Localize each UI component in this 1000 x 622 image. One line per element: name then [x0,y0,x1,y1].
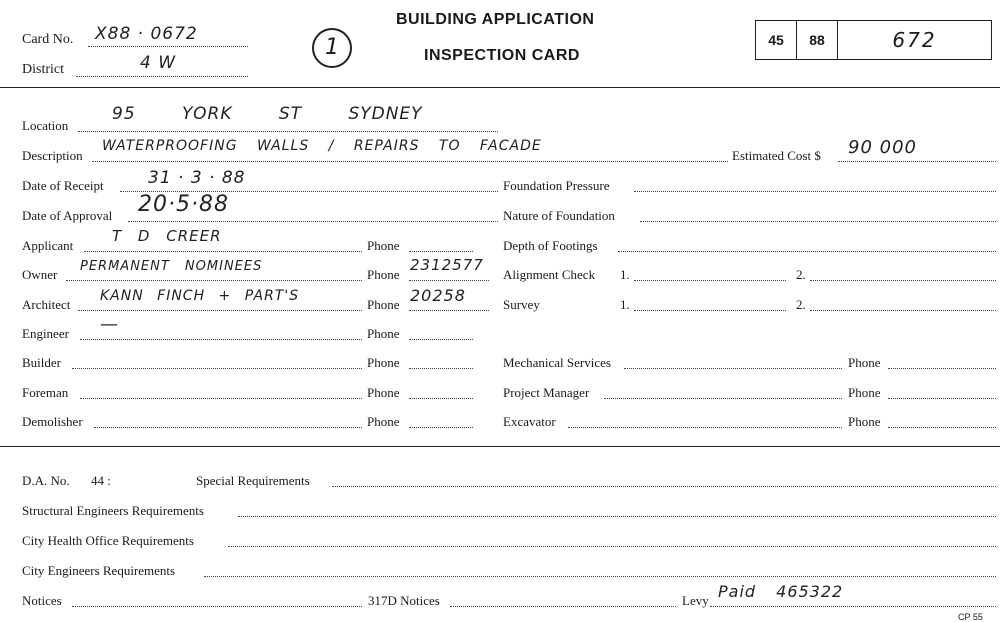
excavator-phone-label: Phone [848,414,881,429]
builder-label: Builder [22,355,61,370]
notices-line [72,606,362,607]
description-line [92,161,728,162]
mechanical-services-phone-line [888,368,996,369]
date-of-approval-line [128,221,498,222]
survey-two-line [810,310,996,311]
mechanical-services-phone-label: Phone [848,355,881,370]
foreman-label: Foreman [22,385,69,400]
ref-cell-2: 88 [797,21,838,59]
nature-of-foundation-label: Nature of Foundation [503,208,615,223]
special-requirements-line [332,486,996,487]
foreman-line [80,398,362,399]
foreman-phone-line [409,398,473,399]
form-title-line1: BUILDING APPLICATION [396,11,595,28]
mechanical-services-line [624,368,842,369]
engineer-phone-line [409,339,473,340]
levy-value: Paid 465322 [718,582,844,601]
demolisher-phone-line [409,427,473,428]
demolisher-label: Demolisher [22,414,83,429]
applicant-label: Applicant [22,238,74,253]
architect-phone-line [409,310,489,311]
estimated-cost-label: Estimated Cost $ [732,148,821,163]
depth-of-footings-line [618,251,996,252]
owner-phone-value: 2312577 [410,256,484,274]
middle-divider [0,446,1000,447]
location-value: 95 YORK ST SYDNEY [112,104,423,124]
survey-one-line [634,310,786,311]
alignment-check-two: 2. [796,267,806,282]
date-of-approval-label: Date of Approval [22,208,113,223]
ref-cell-1: 45 [756,21,797,59]
card-no-value: X88 · 0672 [95,24,198,44]
owner-label: Owner [22,267,58,282]
estimated-cost-line [838,161,996,162]
project-manager-phone-label: Phone [848,385,881,400]
alignment-check-one: 1. [620,267,630,282]
card-no-label: Card No. [22,32,74,47]
city-engineers-label: City Engineers Requirements [22,563,176,578]
city-engineers-line [204,576,996,577]
reference-box [755,20,992,60]
nature-of-foundation-line [640,221,996,222]
alignment-check-one-line [634,280,786,281]
district-line [76,76,248,77]
alignment-check-label: Alignment Check [503,267,596,282]
survey-one: 1. [620,297,630,312]
owner-phone-line [409,280,489,281]
description-value: WATERPROOFING WALLS / REPAIRS TO FACADE [102,138,542,154]
levy-line [710,606,996,607]
city-health-label: City Health Office Requirements [22,533,194,548]
structural-engineers-label: Structural Engineers Requirements [22,503,204,518]
owner-line [66,280,362,281]
estimated-cost-value: 90 000 [848,137,917,158]
engineer-value: — [100,314,119,335]
project-manager-phone-line [888,398,996,399]
alignment-check-two-line [810,280,996,281]
demolisher-phone-label: Phone [367,414,400,429]
applicant-line [84,251,362,252]
circled-number [312,28,352,68]
location-label: Location [22,118,69,133]
notices-317d-line [450,606,676,607]
footer-code: CP 55 [958,612,983,622]
applicant-phone-label: Phone [367,238,400,253]
structural-engineers-line [238,516,996,517]
architect-label: Architect [22,297,71,312]
notices-317d-label: 317D Notices [368,593,440,608]
excavator-label: Excavator [503,414,556,429]
levy-label: Levy [682,593,709,608]
builder-phone-label: Phone [367,355,400,370]
survey-label: Survey [503,297,540,312]
mechanical-services-label: Mechanical Services [503,355,611,370]
city-health-line [228,546,996,547]
engineer-line [80,339,362,340]
foundation-pressure-line [634,191,996,192]
architect-phone-label: Phone [367,297,400,312]
builder-phone-line [409,368,473,369]
form-title-line2: INSPECTION CARD [424,47,580,64]
project-manager-label: Project Manager [503,385,590,400]
builder-line [72,368,362,369]
owner-value: PERMANENT NOMINEES [80,259,263,274]
foundation-pressure-label: Foundation Pressure [503,178,610,193]
da-no-value: 44 : [91,473,111,488]
engineer-label: Engineer [22,326,69,341]
excavator-phone-line [888,427,996,428]
date-of-approval-value: 20·5·88 [138,192,229,217]
architect-phone-value: 20258 [410,286,466,305]
date-of-receipt-label: Date of Receipt [22,178,104,193]
description-label: Description [22,148,83,163]
project-manager-line [604,398,842,399]
location-line [78,131,498,132]
architect-value: KANN FINCH + PART'S [100,288,300,304]
engineer-phone-label: Phone [367,326,400,341]
district-value: 4 W [140,53,177,73]
architect-line [78,310,362,311]
owner-phone-label: Phone [367,267,400,282]
applicant-phone-line [409,251,473,252]
da-no-label: D.A. No. [22,473,70,488]
card-no-line [88,46,248,47]
depth-of-footings-label: Depth of Footings [503,238,598,253]
survey-two: 2. [796,297,806,312]
special-requirements-label: Special Requirements [196,473,310,488]
notices-label: Notices [22,593,62,608]
demolisher-line [94,427,362,428]
foreman-phone-label: Phone [367,385,400,400]
top-divider [0,87,1000,88]
date-of-receipt-value: 31 · 3 · 88 [148,168,246,188]
applicant-value: T D CREER [112,227,222,245]
district-label: District [22,62,64,77]
circled-number-text: 1 [325,35,339,60]
ref-cell-3: 672 [892,28,937,52]
excavator-line [568,427,842,428]
